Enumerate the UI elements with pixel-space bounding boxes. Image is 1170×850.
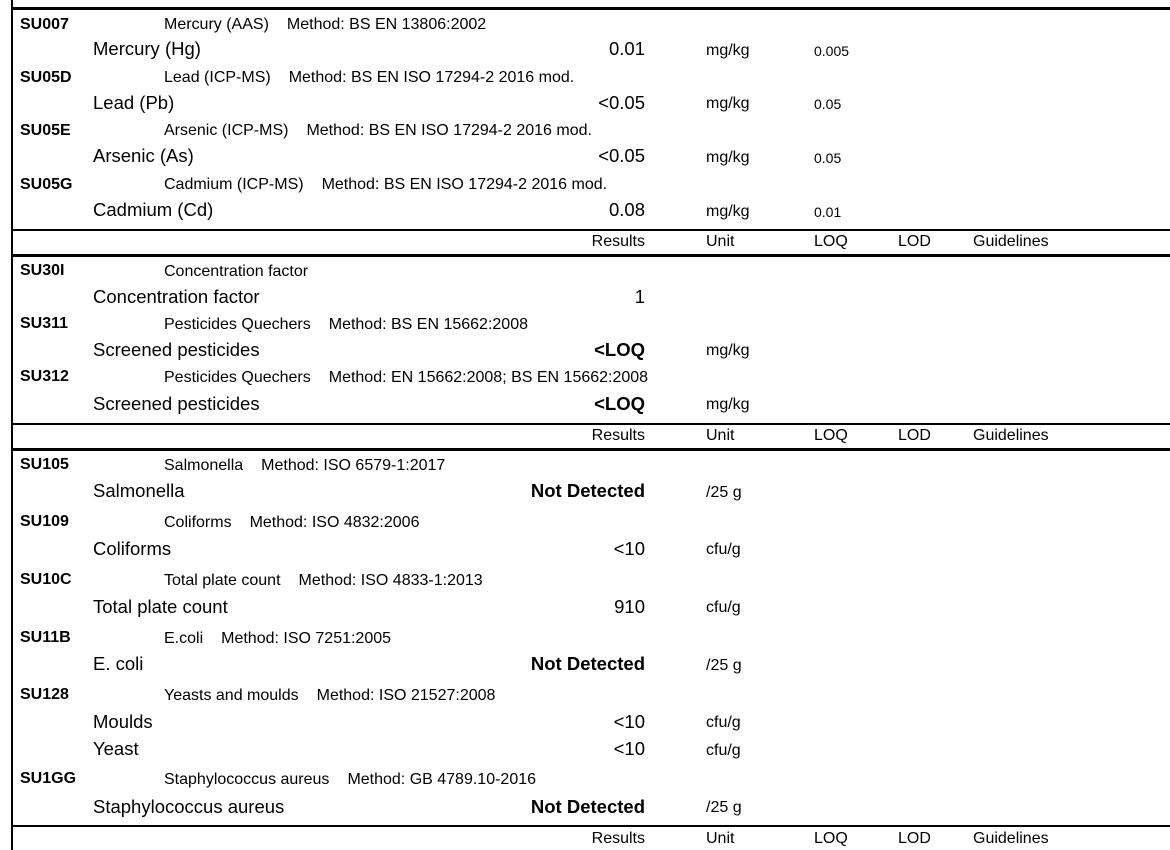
analyte-name: Staphylococcus aureus [93,796,285,817]
test-title: Arsenic (ICP-MS) Method: BS EN ISO 17294-2 2016 mod. [164,122,592,139]
test-title: E.coli Method: ISO 7251:2005 [164,630,392,647]
analyte-result: <LOQ [594,339,645,360]
test-code: SU10C [20,571,72,588]
analyte-name: Mercury (Hg) [93,38,201,59]
header-top-rule [13,229,1170,231]
header-lod: LOD [898,830,931,847]
test-title: Total plate count Method: ISO 4833-1:2013 [164,572,483,589]
header-unit: Unit [706,427,735,444]
analyte-unit: cfu/g [706,541,741,558]
test-code: SU128 [20,686,69,703]
header-loq: LOQ [814,830,848,847]
header-loq: LOQ [814,427,848,444]
analyte-unit: /25 g [706,799,742,816]
test-code: SU007 [20,16,69,33]
test-code: SU1GG [20,770,77,787]
header-guidelines: Guidelines [973,233,1049,250]
test-title: Yeasts and moulds Method: ISO 21527:2008 [164,687,496,704]
header-guidelines: Guidelines [973,830,1049,847]
header-lod: LOD [898,233,931,250]
analyte-name: Screened pesticides [93,393,260,414]
analyte-name: Screened pesticides [93,339,260,360]
analyte-unit: cfu/g [706,599,741,616]
analyte-unit: cfu/g [706,714,741,731]
analyte-unit: mg/kg [706,396,750,413]
analyte-loq: 0.005 [814,43,850,59]
header-results: Results [591,427,645,444]
analyte-name: Coliforms [93,538,172,559]
analyte-result: 910 [614,596,645,617]
test-title: Mercury (AAS) Method: BS EN 13806:2002 [164,16,487,33]
analyte-name: Total plate count [93,596,228,617]
analyte-result: <0.05 [598,145,645,166]
analyte-name: Cadmium (Cd) [93,199,214,220]
header-loq: LOQ [814,233,848,250]
analyte-name: Lead (Pb) [93,92,175,113]
test-code: SU105 [20,456,69,473]
test-code: SU05E [20,122,71,139]
test-code: SU312 [20,368,69,385]
test-title: Coliforms Method: ISO 4832:2006 [164,514,420,531]
header-lod: LOD [898,427,931,444]
test-code: SU05D [20,69,72,86]
analyte-result: Not Detected [530,796,645,817]
analyte-result: Not Detected [530,480,645,501]
analyte-result: 0.08 [608,199,645,220]
test-title: Lead (ICP-MS) Method: BS EN ISO 17294-2 2016 mod. [164,69,575,86]
header-unit: Unit [706,830,735,847]
test-code: SU05G [20,176,73,193]
test-title: Concentration factor [164,263,309,280]
test-title: Salmonella Method: ISO 6579-1:2017 [164,457,446,474]
section-top-rule [13,448,1170,451]
analyte-result: 1 [634,286,645,307]
analyte-result: Not Detected [530,653,645,674]
analyte-loq: 0.01 [814,204,842,220]
analyte-unit: mg/kg [706,149,750,166]
analyte-unit: /25 g [706,484,742,501]
analyte-result: <LOQ [594,393,645,414]
header-results: Results [591,830,645,847]
analyte-unit: mg/kg [706,342,750,359]
analyte-result: <10 [613,711,645,732]
header-unit: Unit [706,233,735,250]
analyte-unit: mg/kg [706,203,750,220]
header-results: Results [591,233,645,250]
results-table [11,0,1170,850]
header-top-rule [13,825,1170,827]
analyte-name: Moulds [93,711,153,732]
header-guidelines: Guidelines [973,427,1049,444]
test-title: Staphylococcus aureus Method: GB 4789.10-2016 [164,771,537,788]
analyte-name: E. coli [93,653,144,674]
test-code: SU11B [20,629,71,646]
analyte-result: <10 [613,738,645,759]
test-title: Cadmium (ICP-MS) Method: BS EN ISO 17294-2 2016 mod. [164,176,608,193]
test-code: SU109 [20,513,69,530]
analyte-name: Salmonella [93,480,185,501]
analyte-name: Concentration factor [93,286,260,307]
analyte-unit: cfu/g [706,742,741,759]
analyte-unit: mg/kg [706,42,750,59]
analyte-loq: 0.05 [814,150,842,166]
test-title: Pesticides Quechers Method: EN 15662:2008; BS EN 15662:2008 [164,369,649,386]
header-top-rule [13,423,1170,425]
analyte-result: 0.01 [608,38,645,59]
analyte-result: <10 [613,538,645,559]
analyte-name: Arsenic (As) [93,145,194,166]
analyte-loq: 0.05 [814,96,842,112]
test-title: Pesticides Quechers Method: BS EN 15662:2008 [164,316,528,333]
analyte-unit: /25 g [706,657,742,674]
test-code: SU311 [20,315,69,332]
analyte-result: <0.05 [598,92,645,113]
section-top-rule [13,254,1170,257]
section-top-rule [13,7,1170,10]
test-code: SU30I [20,262,65,279]
analyte-unit: mg/kg [706,95,750,112]
analyte-name: Yeast [93,738,139,759]
